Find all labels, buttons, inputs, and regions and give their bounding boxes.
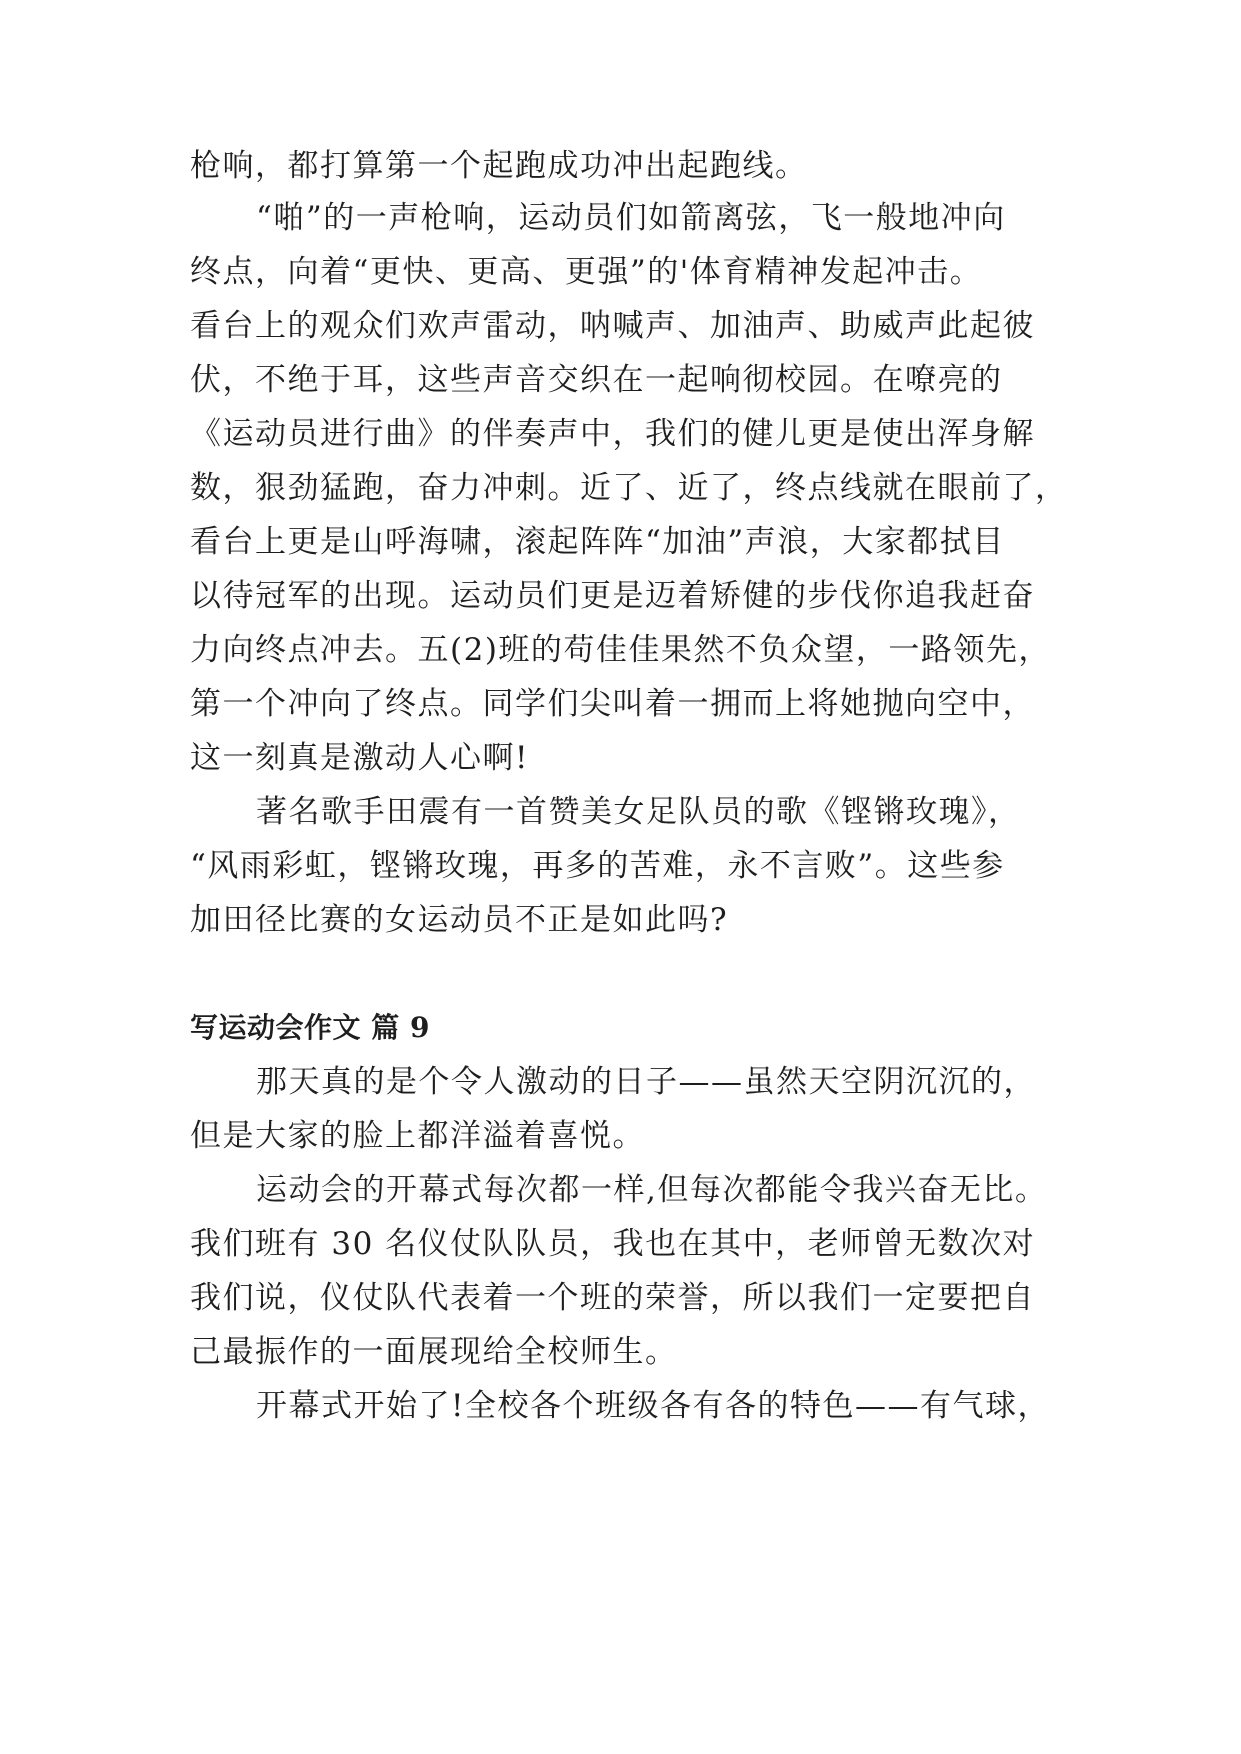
paragraph-line: “啪”的一声枪响，运动员们如箭离弦，飞一般地冲向 xyxy=(256,200,1006,236)
paragraph-line: 终点，向着“更快、更高、更强”的'体育精神发起冲击。 xyxy=(190,254,983,290)
paragraph-line: 著名歌手田震有一首赞美女足队员的歌《铿锵玫瑰》， xyxy=(256,794,1021,830)
paragraph-line: 我们班有 30 名仪仗队队员，我也在其中，老师曾无数次对 xyxy=(190,1226,1036,1262)
paragraph-line: 运动会的开幕式每次都一样,但每次都能令我兴奋无比。 xyxy=(256,1172,1048,1208)
paragraph-line: 这一刻真是激动人心啊! xyxy=(190,740,529,776)
paragraph-line: 以待冠军的出现。运动员们更是迈着矫健的步伐你追我赶奋 xyxy=(190,578,1035,614)
paragraph-line: 那天真的是个令人激动的日子——虽然天空阴沉沉的， xyxy=(256,1064,1036,1100)
paragraph-line: “风雨彩虹，铿锵玫瑰，再多的苦难，永不言败”。这些参 xyxy=(190,848,1005,884)
section-heading: 写运动会作文 篇 9 xyxy=(190,1011,430,1044)
paragraph-line: 开幕式开始了!全校各个班级各有各的特色——有气球， xyxy=(256,1388,1050,1424)
paragraph-line: 我们说，仪仗队代表着一个班的荣誉，所以我们一定要把自 xyxy=(190,1280,1035,1316)
paragraph-line: 力向终点冲去。五(2)班的苟佳佳果然不负众望，一路领先， xyxy=(190,632,1051,668)
paragraph-line: 枪响，都打算第一个起跑成功冲出起跑线。 xyxy=(190,148,808,184)
paragraph-line: 第一个冲向了终点。同学们尖叫着一拥而上将她抛向空中， xyxy=(190,686,1035,722)
paragraph-line: 加田径比赛的女运动员不正是如此吗? xyxy=(190,902,729,938)
paragraph-line: 看台上的观众们欢声雷动，呐喊声、加油声、助威声此起彼 xyxy=(190,308,1035,344)
paragraph-line: 己最振作的一面展现给全校师生。 xyxy=(190,1334,678,1370)
paragraph-line: 《运动员进行曲》的伴奏声中，我们的健儿更是使出浑身解 xyxy=(190,416,1035,452)
paragraph-line: 看台上更是山呼海啸，滚起阵阵“加油”声浪，大家都拭目 xyxy=(190,524,1005,560)
paragraph-line: 但是大家的脸上都洋溢着喜悦。 xyxy=(190,1118,645,1154)
paragraph-line: 数，狠劲猛跑，奋力冲刺。近了、近了，终点线就在眼前了， xyxy=(190,470,1068,506)
paragraph-line: 伏，不绝于耳，这些声音交织在一起响彻校园。在嘹亮的 xyxy=(190,362,1003,398)
